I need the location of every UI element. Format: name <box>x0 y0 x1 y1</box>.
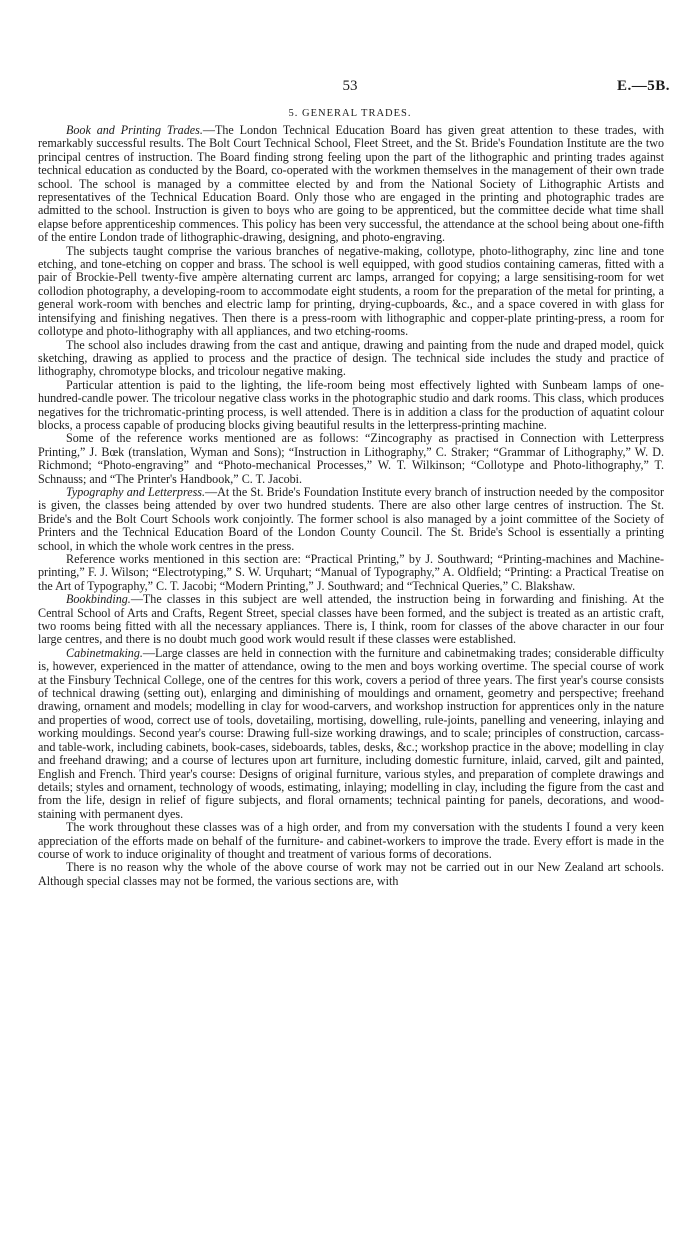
paragraph-lead: Cabinetmaking. <box>66 645 143 660</box>
page-number: 53 <box>342 78 358 94</box>
paragraph-drawing <box>38 339 664 379</box>
paragraph-work-quality <box>38 821 664 861</box>
body-text <box>38 124 664 888</box>
paragraph-typography <box>38 486 664 553</box>
paragraph-new-zealand <box>38 861 664 888</box>
paragraph-lighting <box>38 379 664 433</box>
series-reference: E.—5B. <box>616 78 670 94</box>
paragraph-text: The work throughout these classes was of a high order, and from my conversation with the students I found a very keen appreciation of the efforts made on behalf of the furniture- and cabinet-workers to improve the trade. Every effort is made in the course of work to induce originality of thought and treatment of various forms of decorations. <box>38 820 664 861</box>
paragraph-text: —Large classes are held in connection with the furniture and cabinetmaking trades; considerable difficulty is, however, experienced in the matter of attendance, owing to the men and boys working overtime. The special course of work at the Finsbury Technical College, one of the centres for this work, covers a period of three years. The first year's course consists of technical drawing (setting out), enlarging and diminishing of mouldings and ornament, geometry and perspective; freehand drawing, ornament and models; modelling in clay for wood-carvers, and workshop instruction for apprentices only in the nature and properties of wood, correct use of tools, dovetailing, mortising, dowelling, rule-joints, panelling and veneering, inlaying and working mouldings. Second year's course: Drawing full-size working drawings, and to scale; principles of construction, carcass- and table-work, including cabinets, book-cases, sideboards, tables, desks, &c.; workshop practice in the above; modelling in clay and freehand drawing; and a course of lectures upon art furniture, including domestic furniture, inlaid, carved, gilt and painted, English and French. Third year's course: Designs of original furniture, various styles, and preparation of complete drawings and details; styles and ornament, technology of woods, estimating, inlaying; modelling in clay, including the figure from the cast and from the life, design in relief of figure subjects, and floral ornaments; technical painting for panels, decorations, and wood-staining with permanent dyes. <box>38 645 664 821</box>
paragraph-lead: Book and Printing Trades. <box>66 123 203 137</box>
page-header <box>0 78 700 98</box>
paragraph-text: —The London Technical Education Board has given great attention to these trades, with remarkably successful results. The Bolt Court Technical School, Fleet Street, and the St. Bride's Foundation Institute are the two principal centres of instruction. The Board finding strong feeling upon the part of the lithographic and printing trades against technical education as conducted by the Board, co-operated with the workmen themselves in the management of their own trade school. The school is managed by a committee elected by and from the National Society of Lithographic Artists and representatives of the Technical Education Board. Only those who are engaged in the printing and photographic trades are admitted to the school. Instruction is given to boys who are going to be apprenticed, but the committee decide what time shall elapse before apprenticeship commences. This policy has been very successful, the attendance at the school being about one-fifth of the entire London trade of lithographic-drawing, designing, and photo-engraving. <box>38 123 664 245</box>
paragraph-typography-references <box>38 553 664 593</box>
paragraph-cabinetmaking <box>38 647 664 821</box>
paragraph-text: Some of the reference works mentioned are as follows: “Zincography as practised in Connection with Letterpress Printing,” J. Bœk (translation, Wyman and Sons); “Instruction in Lithography,” C. Straker; “Grammar of Lithography,” W. D. Richmond; “Photo-engraving” and “Photo-mechanical Processes,” W. T. Wilkinson; “Collotype and Photo-lithography,” T. Schnauss; and “The Printer's Handbook,” C. T. Jacobi. <box>38 431 664 486</box>
paragraph-text: The school also includes drawing from the cast and antique, drawing and painting from the nude and draped model, quick sketching, drawing as applied to process and the practice of design. The technical side includes the study and practice of lithography, chromotype blocks, and tricolour negative making. <box>38 337 664 379</box>
paragraph-subjects <box>38 245 664 339</box>
section-heading: 5. GENERAL TRADES. <box>288 108 412 119</box>
paragraph-text: Reference works mentioned in this section are: “Practical Printing,” by J. Southward; “Printing-machines and Machine-printing,” F. J. Wilson; “Electrotyping,” S. W. Urquhart; “Manual of Typography,” A. Oldfield; “Printing: a Practical Treatise on the Art of Typography,” C. T. Jacobi; “Modern Printing,” J. Southward; and “Technical Queries,” C. Blakshaw. <box>38 552 664 593</box>
paragraph-text: The subjects taught comprise the various branches of negative-making, collotype, photo-lithography, zinc line and tone etching, and tone-etching on copper and brass. The school is well equipped, with good studios containing cameras, fitted with a pair of Brockie-Pell twenty-five ampère alternating current arc lamps, arranged for copying; a large sensitising-room for wet collodion photography, a developing-room to accommodate eight students, a room for the preparation of the metal for printing, a general work-room with benches and electric lamp for printing, drying-cupboards, &c., and a space covered in with glass for intensifying and finishing negatives. Then there is a press-room with lithographic and copper-plate printing-press, a room for collotype and photo-lithography with all appliances, and two etching-rooms. <box>38 243 664 339</box>
paragraph-text: —At the St. Bride's Foundation Institute every branch of instruction needed by the compositor is given, the classes being attended by over two hundred students. There are also other large centres of instruction. The St. Bride's and the Bolt Court Schools work conjointly. The former school is also managed by a joint committee of the Society of Printers and the Technical Education Board of the London County Council. The St. Bride's School is essentially a printing school, in which the whole work centres in the press. <box>38 484 664 553</box>
paragraph-text: —The classes in this subject are well attended, the instruction being in forwarding and finishing. At the Central School of Arts and Crafts, Regent Street, special classes have been formed, and the subject is treated as an artistic craft, two rooms being fitted with all the necessary appliances. There is, I think, room for classes of the above character in our four large centres, and there is no doubt much good work would result if these classes were established. <box>38 592 664 647</box>
paragraph-text: Particular attention is paid to the lighting, the life-room being most effectively lighted with Sunbeam lamps of one-hundred-candle power. The tricolour negative class works in the photographic studio and dark rooms. This class, which produces negatives for the trichromatic-printing process, is well attended. There is in addition a class for the production of aquatint colour blocks, a process capable of producing blocks giving beautiful results in the letterpress-printing machine. <box>38 377 664 432</box>
paragraph-lead: Bookbinding. <box>66 592 131 607</box>
paragraph-lead: Typography and Letterpress. <box>66 484 206 499</box>
paragraph-book-printing <box>38 124 664 245</box>
paragraph-reference-works <box>38 432 664 486</box>
paragraph-bookbinding <box>38 593 664 647</box>
paragraph-text: There is no reason why the whole of the above course of work may not be carried out in our New Zealand art schools. Although special classes may not be formed, the various sections are, with <box>38 860 664 888</box>
